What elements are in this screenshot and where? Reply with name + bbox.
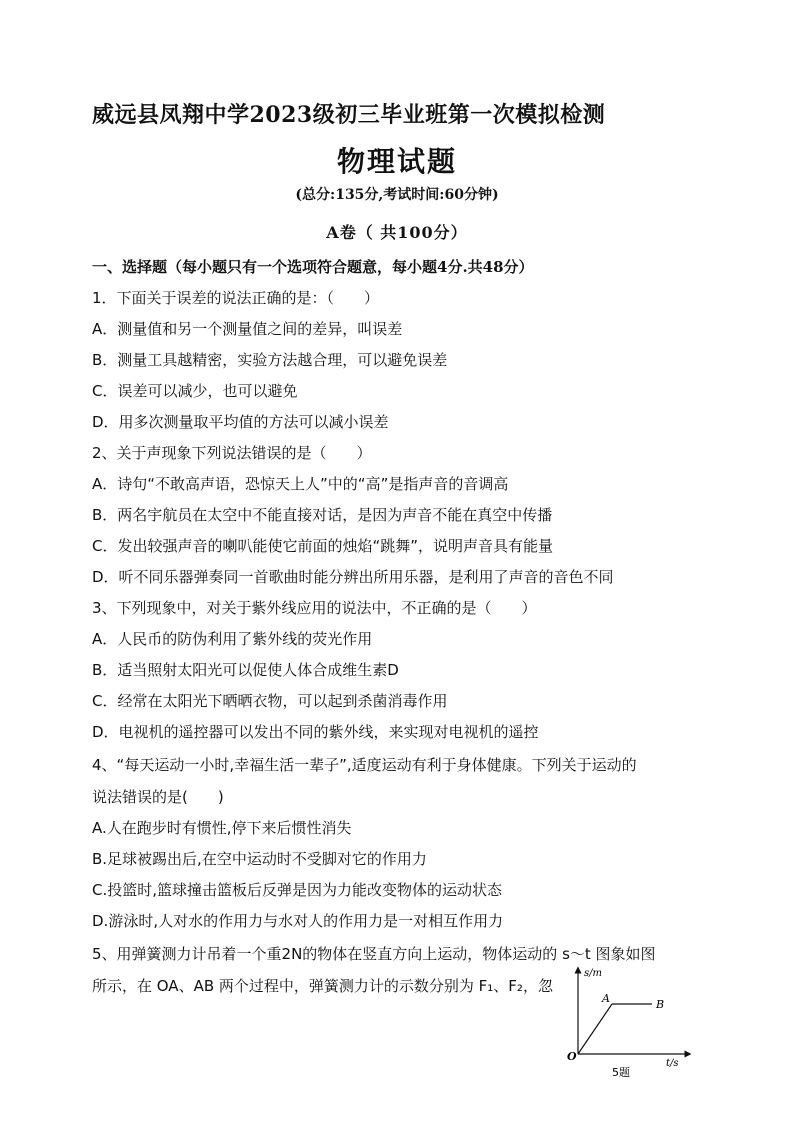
segment-oa — [578, 1004, 612, 1054]
question-option: C.投篮时,篮球撞击篮板后反弹是因为力能改变物体的运动状态 — [92, 881, 503, 899]
question-option: D．电视机的遥控器可以发出不同的紫外线，来实现对电视机的遥控 — [92, 723, 539, 741]
question-option: D．用多次测量取平均值的方法可以减小误差 — [92, 413, 389, 431]
question-stem-cont: 所示，在 OA、AB 两个过程中，弹簧测力计的示数分别为 F₁、F₂，忽 — [92, 977, 553, 995]
point-b-label: B — [656, 998, 665, 1011]
question-option: B．两名宇航员在太空中不能直接对话，是因为声音不能在真空中传播 — [92, 506, 553, 524]
question-stem: 5、用弹簧测力计吊着一个重2N的物体在竖直方向上运动，物体运动的 s～t 图象如图 — [92, 945, 656, 963]
x-axis-label: t/s — [666, 1058, 679, 1069]
y-axis-label: s/m — [584, 968, 602, 979]
question-stem: 4、“每天运动一小时,幸福生活一辈子”,适度运动有利于身体健康。下列关于运动的 — [92, 756, 637, 774]
question-stem-cont: 说法错误的是( ) — [92, 788, 224, 806]
question-stem: 3、下列现象中，对关于紫外线应用的说法中，不正确的是（ ） — [92, 599, 537, 617]
question-option: C．误差可以减少，也可以避免 — [92, 382, 298, 400]
question-option: A.人在跑步时有惯性,停下来后惯性消失 — [92, 819, 352, 837]
question-stem: 1．下面关于误差的说法正确的是：（ ） — [92, 289, 380, 307]
question-option: A．诗句“不敢高声语，恐惊天上人”中的“高”是指声音的音调高 — [92, 475, 509, 493]
question-option: D．听不同乐器弹奏同一首歌曲时能分辨出所用乐器，是利用了声音的音色不同 — [92, 568, 614, 586]
section-title: 一、选择题（每小题只有一个选项符合题意，每小题4分.共48分） — [92, 258, 534, 276]
question-option: B.足球被踢出后,在空中运动时不受脚对它的作用力 — [92, 850, 427, 868]
question-stem: 2、关于声现象下列说法错误的是（ ） — [92, 444, 372, 462]
volume-title: A卷（ 共100分） — [326, 223, 468, 242]
subject-title: 物理试题 — [336, 145, 457, 178]
figure-caption: 5题 — [612, 1066, 630, 1079]
point-a-label: A — [602, 992, 610, 1005]
st-graph-figure — [560, 962, 700, 1082]
exam-meta: (总分:135分,考试时间:60分钟) — [295, 187, 499, 203]
question-option: C．经常在太阳光下晒晒衣物，可以起到杀菌消毒作用 — [92, 692, 448, 710]
question-option: B．测量工具越精密，实验方法越合理，可以避免误差 — [92, 351, 448, 369]
origin-label: O — [567, 1050, 577, 1063]
question-option: A．测量值和另一个测量值之间的差异，叫误差 — [92, 320, 403, 338]
question-option: B．适当照射太阳光可以促使人体合成维生素D — [92, 661, 399, 679]
school-title: 威远县凤翔中学2023级初三毕业班第一次模拟检测 — [92, 102, 606, 128]
question-option: A．人民币的防伪利用了紫外线的荧光作用 — [92, 630, 373, 648]
question-option: C．发出较强声音的喇叭能使它前面的烛焰“跳舞”，说明声音具有能量 — [92, 537, 554, 555]
question-option: D.游泳时,人对水的作用力与水对人的作用力是一对相互作用力 — [92, 912, 504, 930]
